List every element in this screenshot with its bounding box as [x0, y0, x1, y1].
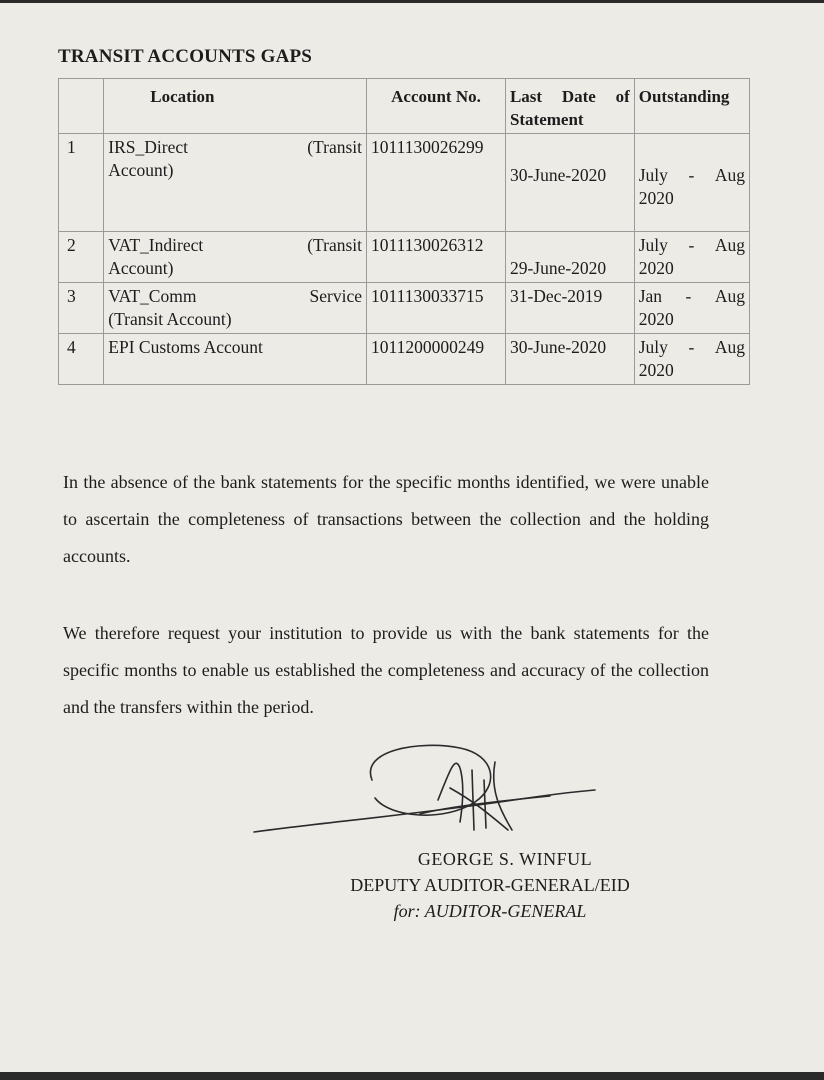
- location-cell: EPI Customs Account: [104, 334, 367, 385]
- last-statement-date: 30-June-2020: [505, 134, 634, 232]
- outstanding-to: Aug: [714, 165, 745, 185]
- outstanding-period: [634, 334, 749, 385]
- outstanding-from: Jan: [638, 286, 663, 306]
- row-number: 2: [59, 232, 104, 283]
- outstanding-from: July: [638, 165, 668, 185]
- header-outstanding: Outstanding: [634, 79, 749, 134]
- signatory-title: DEPUTY AUDITOR-GENERAL/EID: [350, 875, 630, 895]
- header-account-no: Account No.: [367, 79, 506, 134]
- document-heading: TRANSIT ACCOUNTS GAPS: [58, 46, 313, 67]
- outstanding-dash: -: [685, 286, 692, 306]
- outstanding-period: [634, 232, 749, 283]
- signatory-block: [300, 846, 680, 924]
- signatory-name: GEORGE S. WINFUL: [417, 849, 593, 869]
- location-cell: [104, 283, 367, 334]
- outstanding-year: 2020: [638, 258, 674, 278]
- header-number: [59, 79, 104, 134]
- outstanding-to: Aug: [714, 235, 745, 255]
- paragraph-request: We therefore request your institution to provide us with the bank statements for the specific months to enable us established the completeness and accuracy of the collection and the transfers within the period.: [63, 623, 709, 717]
- location-cell: [104, 232, 367, 283]
- location-suffix: (Transit Account): [108, 309, 232, 329]
- outstanding-period: [634, 283, 749, 334]
- table-row: [59, 283, 750, 334]
- paragraph-absence-of-statements: In the absence of the bank statements for the specific months identified, we were unable to ascertain the completeness of transactions between the collection and the holding accounts.: [63, 472, 709, 566]
- outstanding-year: 2020: [638, 309, 674, 329]
- header-location: Location: [104, 79, 367, 134]
- row-number: 4: [59, 334, 104, 385]
- outstanding-from: July: [638, 235, 668, 255]
- table-row: [59, 232, 750, 283]
- header-last-date: Last Date of Statement: [505, 79, 634, 134]
- outstanding-year: 2020: [638, 188, 674, 208]
- location-qualifier: (Transit: [307, 235, 363, 255]
- outstanding-to: Aug: [714, 337, 745, 357]
- location-cell: [104, 134, 367, 232]
- table-row: [59, 334, 750, 385]
- table-row: [59, 134, 750, 232]
- account-number: 1011130026299: [367, 134, 506, 232]
- location-suffix: Account): [108, 160, 174, 180]
- last-statement-date: 30-June-2020: [505, 334, 634, 385]
- account-number: 1011130033715: [367, 283, 506, 334]
- outstanding-year: 2020: [638, 360, 674, 380]
- table-header-row: [59, 79, 750, 134]
- location-suffix: Account): [108, 258, 174, 278]
- outstanding-dash: -: [688, 235, 695, 255]
- location-qualifier: Service: [309, 286, 363, 306]
- outstanding-from: July: [638, 337, 668, 357]
- row-number: 3: [59, 283, 104, 334]
- handwritten-signature: [250, 740, 610, 850]
- location-name: VAT_Indirect: [108, 235, 204, 255]
- location-qualifier: (Transit: [307, 137, 363, 157]
- account-number: 1011200000249: [367, 334, 506, 385]
- outstanding-to: Aug: [714, 286, 745, 306]
- transit-accounts-table: [58, 78, 750, 385]
- signatory-on-behalf: for: AUDITOR-GENERAL: [393, 901, 587, 921]
- last-statement-date: 31-Dec-2019: [505, 283, 634, 334]
- outstanding-period: [634, 134, 749, 232]
- row-number: 1: [59, 134, 104, 232]
- location-name: VAT_Comm: [108, 286, 197, 306]
- last-statement-date: 29-June-2020: [505, 232, 634, 283]
- location-name: IRS_Direct: [108, 137, 188, 157]
- outstanding-dash: -: [688, 337, 695, 357]
- account-number: 1011130026312: [367, 232, 506, 283]
- outstanding-dash: -: [688, 165, 695, 185]
